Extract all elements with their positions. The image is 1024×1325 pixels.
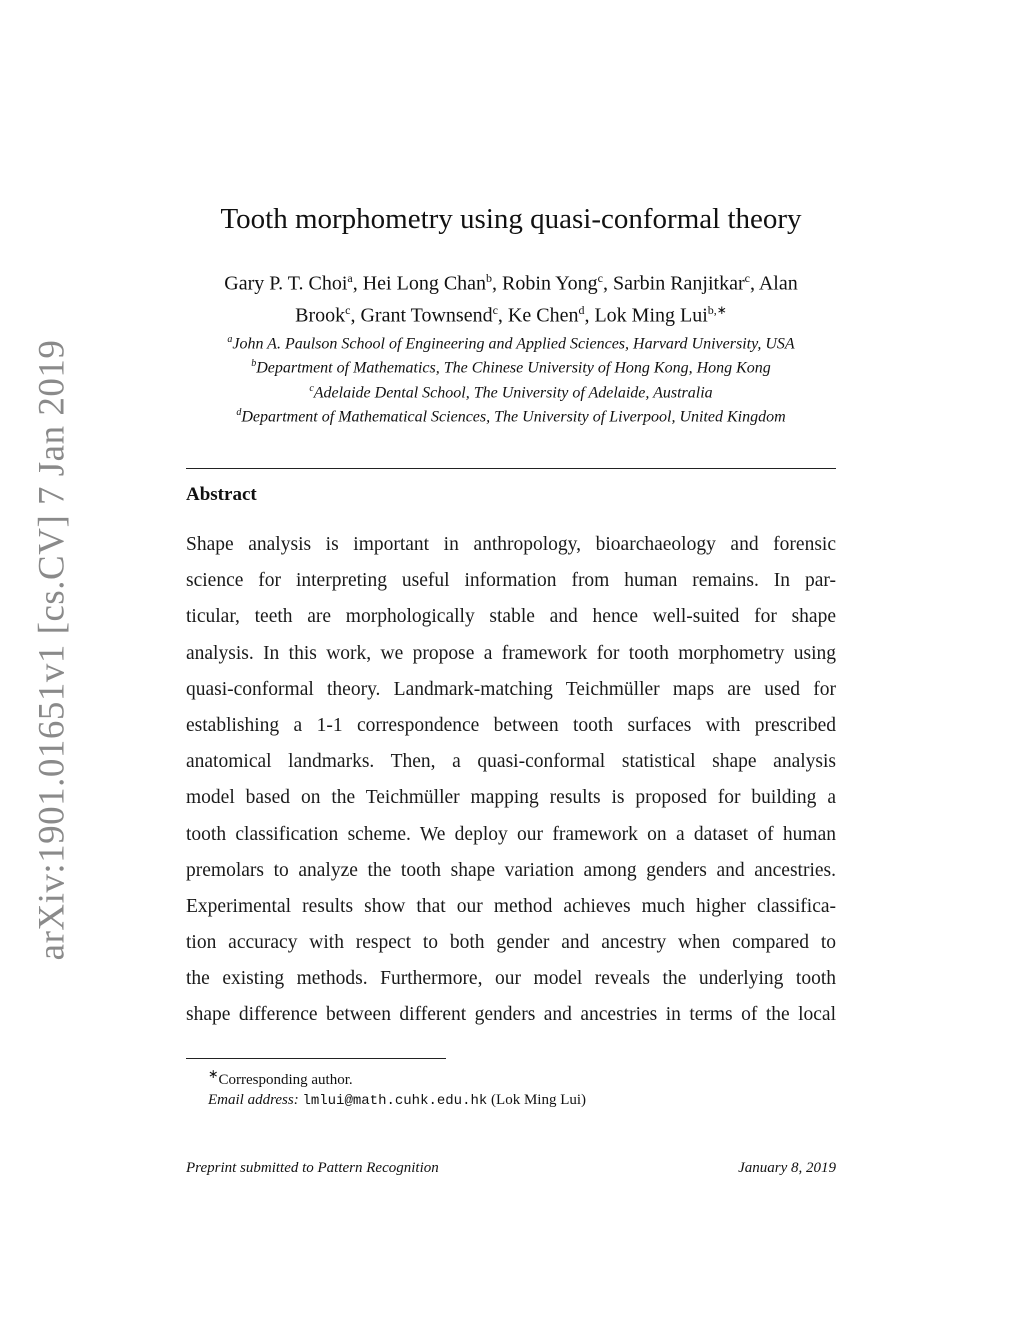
abstract-line: tooth classification scheme. We deploy our framework on a dataset of human [186, 823, 836, 845]
paper-title: Tooth morphometry using quasi-conformal theory [220, 203, 802, 235]
footer-submission: Preprint submitted to Pattern Recognition [186, 1160, 439, 1176]
email-owner: (Lok Ming Lui) [491, 1092, 587, 1108]
author-line-2 [186, 297, 836, 329]
author-separator: , [492, 272, 503, 295]
abstract-line: premolars to analyze the tooth shape variation among genders and ancestries. [186, 859, 836, 881]
author-separator: , [497, 304, 508, 327]
author-affil-mark: c [744, 271, 750, 285]
author-line-1 [186, 265, 836, 297]
footnote-email-row [208, 1090, 828, 1111]
author-separator: , Alan [749, 272, 798, 295]
affiliation-mark: c [309, 382, 314, 394]
email-label: Email address: [208, 1092, 299, 1108]
author-name: Lok Ming Lui [594, 304, 708, 327]
arxiv-stamp-text: arXiv:1901.01651v1 [cs.CV] 7 Jan 2019 [31, 339, 73, 961]
affiliation-mark: d [236, 406, 242, 418]
abstract-line: shape difference between different genders and ancestries in terms of the local [186, 1004, 836, 1026]
footer-date: January 8, 2019 [738, 1160, 836, 1176]
author-affil-mark: b,∗ [707, 302, 727, 317]
author-name: Sarbin Ranjitkar [612, 272, 745, 295]
affiliation-text: Department of Mathematics, The Chinese University of Hong Kong, Hong Kong [256, 359, 771, 377]
affiliation [186, 403, 836, 427]
affiliation [186, 379, 836, 403]
author-name: Ke Chen [507, 304, 579, 327]
footnote [208, 1064, 828, 1111]
author-name: Grant Townsend [360, 304, 493, 327]
abstract-heading: Abstract [186, 484, 257, 505]
author-affil-mark: b [486, 271, 493, 285]
author-name: Hei Long Chan [362, 272, 487, 295]
abstract-line: the existing methods. Furthermore, our model reveals the underlying tooth [186, 968, 836, 990]
footnote-corresponding-text: Corresponding author. [218, 1072, 353, 1088]
footnote-divider [186, 1058, 446, 1059]
affiliation-text: Adelaide Dental School, The University of Adelaide, Australia [313, 383, 713, 401]
abstract-line: Experimental results show that our method achieves much higher classifica- [186, 895, 836, 917]
affiliation-text: John A. Paulson School of Engineering and Applied Sciences, Harvard University, USA [232, 335, 795, 353]
affiliation [186, 330, 836, 354]
affiliation-text: Department of Mathematical Sciences, The University of Liverpool, United Kingdom [241, 408, 786, 426]
affiliation-mark: b [251, 358, 257, 370]
author-affil-mark: d [578, 302, 585, 317]
author-affil-mark: c [345, 302, 351, 317]
abstract-line: science for interpreting useful information from human remains. In par- [186, 570, 836, 592]
abstract-line: Shape analysis is important in anthropology, bioarchaeology and forensic [186, 534, 836, 555]
footnote-corresponding [208, 1064, 828, 1090]
author-affil-mark: c [492, 302, 498, 317]
affiliation [186, 354, 836, 378]
arxiv-stamp [22, 339, 82, 961]
author-separator: , [602, 272, 613, 295]
abstract-line: quasi-conformal theory. Landmark-matching Teichmüller maps are used for [186, 678, 836, 700]
abstract-line: analysis. In this work, we propose a framework for tooth morphometry using [186, 642, 836, 664]
affiliation-list [186, 330, 836, 427]
header-divider [186, 468, 836, 469]
author-affil-mark: c [597, 271, 603, 285]
author-name: Gary P. T. Choi [224, 272, 348, 295]
author-affil-mark: a [347, 271, 353, 285]
abstract-line: anatomical landmarks. Then, a quasi-conformal statistical shape analysis [186, 751, 836, 773]
email-link[interactable]: lmlui@math.cuhk.edu.hk [302, 1093, 488, 1109]
affiliation-mark: a [227, 334, 233, 345]
author-separator: , [352, 272, 363, 295]
author-name: Robin Yong [502, 272, 598, 295]
author-separator: , [584, 304, 595, 327]
abstract-line: model based on the Teichmüller mapping results is proposed for building a [186, 787, 836, 809]
footnote-marker: ∗ [208, 1067, 219, 1081]
author-list [186, 265, 836, 328]
abstract-line: establishing a 1-1 correspondence between tooth surfaces with prescribed [186, 714, 836, 736]
abstract-line: tion accuracy with respect to both gender and ancestry when compared to [186, 932, 836, 954]
abstract-body [186, 530, 836, 1037]
author-separator: , [350, 304, 361, 327]
abstract-line: ticular, teeth are morphologically stable and hence well-suited for shape [186, 606, 836, 628]
author-name: Brook [295, 304, 346, 327]
